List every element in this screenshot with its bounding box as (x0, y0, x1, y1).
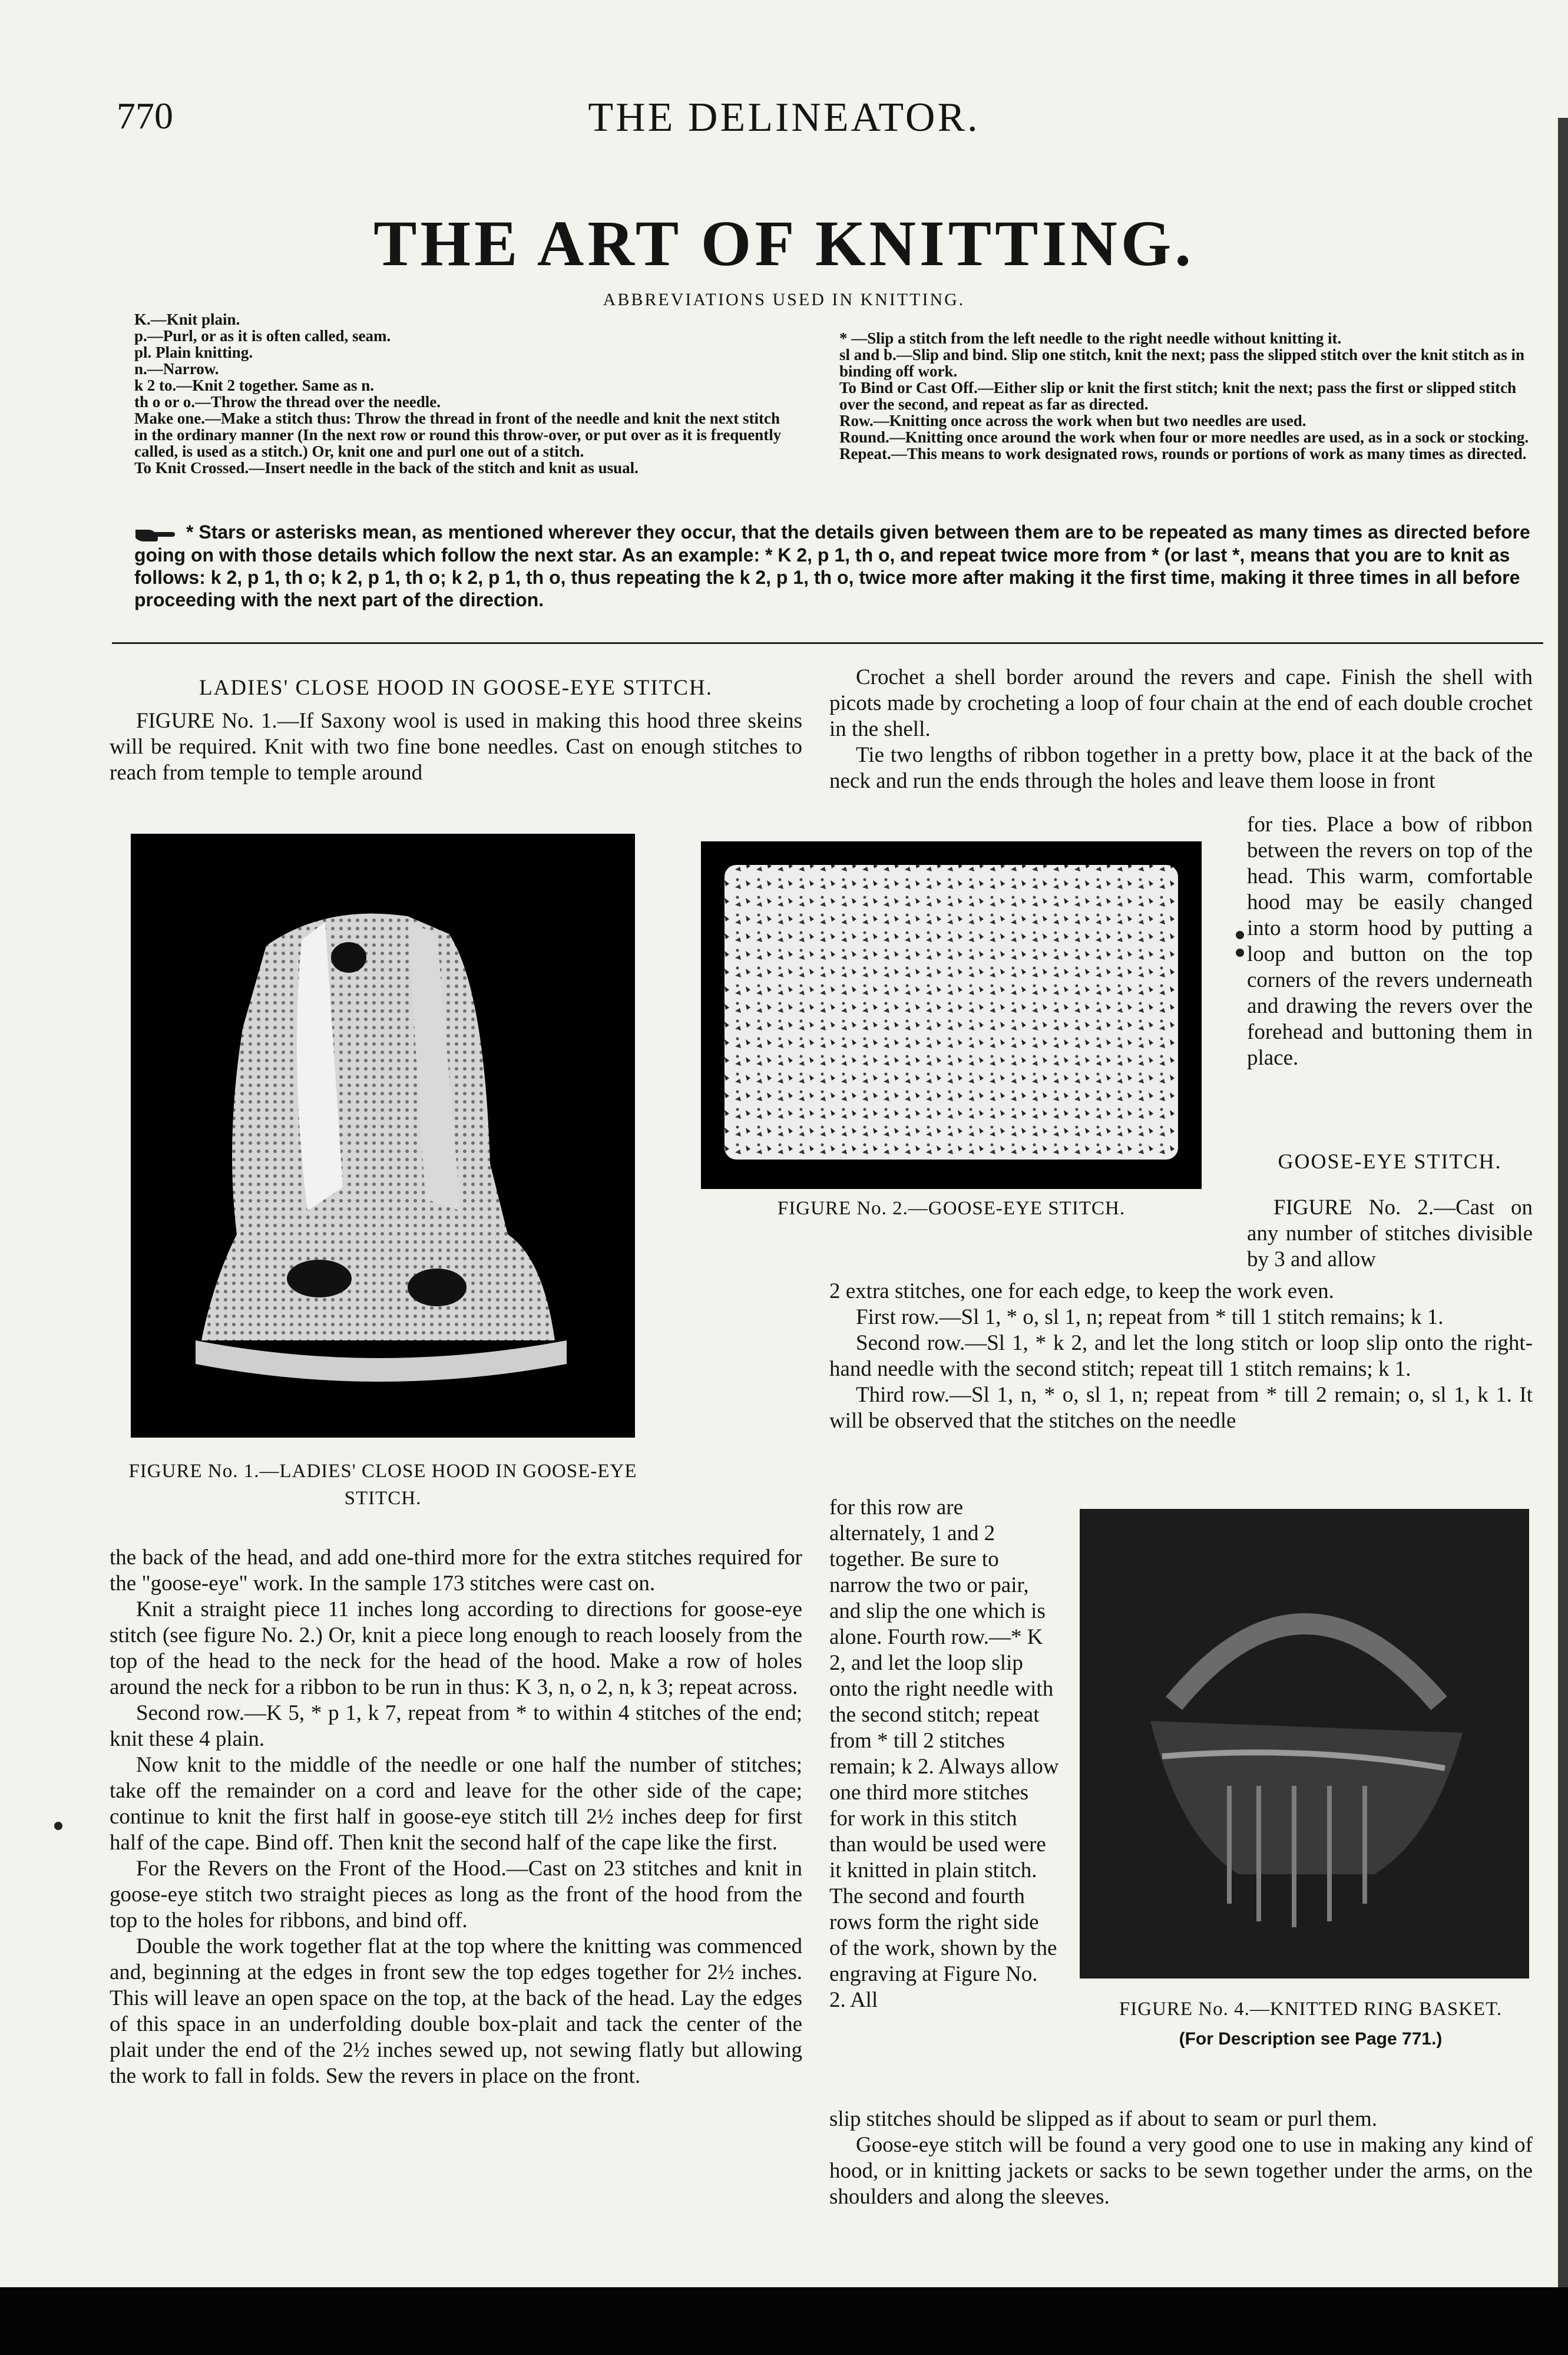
abbreviations-heading: ABBREVIATIONS USED IN KNITTING. (603, 290, 965, 309)
right-narrow-column (1247, 812, 1533, 1071)
paragraph: FIGURE No. 1.—If Saxony wool is used in making this hood three skeins will be required. Knit with two fine bone needles. Cast on enough stitches to reach from temple to temple around (110, 709, 802, 785)
abbreviations-right-list (839, 330, 1537, 462)
print-speck (54, 1822, 62, 1830)
paragraph: FIGURE No. 2.—Cast on any number of stitches divisible by 3 and allow (1247, 1195, 1533, 1271)
abbreviations-left-list (134, 311, 795, 476)
paragraph: for ties. Place a bow of ribbon between the revers on top of the head. This warm, comfortable hood may be easily changed into a storm hood by putting a loop and button on the top corners of the revers underneath and drawing the revers over the forehead and buttoning them in place. (1247, 812, 1533, 1070)
abbreviation-item: n.—Narrow. (134, 360, 219, 378)
paragraph: Goose-eye stitch will be found a very good one to use in making any kind of hood, or in knitting jackets or sacks to be sewn together under the arms, on the shoulders and along the sleeves. (829, 2133, 1533, 2209)
abbreviation-item: th o or o.—Throw the thread over the needle. (134, 393, 441, 411)
paragraph: the back of the head, and add one-third more for the extra stitches required for the "goose-eye" work. In the sample 173 stitches were cast on. (110, 1545, 802, 1596)
figure-1-caption: FIGURE No. 1.—LADIES' CLOSE HOOD IN GOOSE-EYE STITCH. (128, 1461, 637, 1509)
figure-4-description-note: (For Description see Page 771.) (1179, 2029, 1443, 2049)
abbreviation-item: pl. Plain knitting. (134, 343, 253, 361)
paragraph: Third row.—Sl 1, n, * o, sl 1, n; repeat from * till 2 remain; o, sl 1, k 1. It will be observed that the stitches on the needle (829, 1383, 1533, 1433)
paragraph: For the Revers on the Front of the Hood.—Cast on 23 stitches and knit in goose-eye stitch two straight pieces as long as the front of the hood from the top to the holes for ribbons, and bind off. (110, 1857, 802, 1933)
figure-4-caption: FIGURE No. 4.—KNITTED RING BASKET. (1119, 1999, 1503, 2020)
paragraph: slip stitches should be slipped as if about to seam or purl them. (829, 2107, 1378, 2131)
paragraph: Crochet a shell border around the revers and cape. Finish the shell with picots made by crocheting a loop of four chain at the end of each double crochet in the shell. (829, 665, 1533, 741)
stars-explanation (134, 521, 1536, 611)
abbreviation-item: To Knit Crossed.—Insert needle in the back of the stitch and knit as usual. (134, 459, 639, 477)
goose-eye-narrow-column (829, 1495, 1059, 2013)
section-heading-hood: LADIES' CLOSE HOOD IN GOOSE-EYE STITCH. (199, 676, 713, 700)
paragraph: for this row are alternately, 1 and 2 together. Be sure to narrow the two or pair, and slip the one which is alone. Fourth row.—* K 2, and let the loop slip onto the right needle with the second stitch; repeat from * till 2 stitches remain; k 2. Always allow one third more stitches for work in this stitch than would be used were it knitted in plain stitch. The second and fourth rows form the right side of the work, shown by the engraving at Figure No. 2. All (829, 1495, 1059, 2012)
right-column-top (829, 665, 1533, 794)
figure-2-caption: FIGURE No. 2.—GOOSE-EYE STITCH. (777, 1198, 1126, 1219)
abbreviation-item: Make one.—Make a stitch thus: Throw the thread in front of the needle and knit the next stitch in the ordinary manner (In the next row or round this throw-over, or put over as it is frequently called, is used as a stitch.) Or, knit one and purl one out of a stitch. (134, 409, 782, 460)
abbreviation-item: * —Slip a stitch from the left needle to the right needle without knitting it. (839, 329, 1342, 347)
paragraph: First row.—Sl 1, * o, sl 1, n; repeat from * till 1 stitch remains; k 1. (856, 1305, 1444, 1329)
abbreviation-item: p.—Purl, or as it is often called, seam. (134, 327, 391, 345)
running-title: THE DELINEATOR. (588, 95, 980, 140)
goose-eye-intro (1247, 1195, 1533, 1273)
goose-eye-rows (829, 1279, 1533, 1434)
article-title: THE ART OF KNITTING. (373, 207, 1195, 279)
paragraph: Tie two lengths of ribbon together in a pretty bow, place it at the back of the neck and run the ends through the holes and leave them loose in front (829, 743, 1533, 793)
goose-eye-conclusion (829, 2106, 1533, 2210)
paragraph: Second row.—K 5, * p 1, k 7, repeat from * to within 4 stitches of the end; knit these 4 plain. (110, 1701, 802, 1751)
abbreviation-item: sl and b.—Slip and bind. Slip one stitch, knit the next; pass the slipped stitch over the knit stitch as in binding off work. (839, 346, 1525, 380)
figure-4-ring-basket-photo (1080, 1509, 1529, 1979)
scan-bottom-border (0, 2287, 1568, 2355)
pointing-hand-icon (134, 524, 176, 544)
abbreviation-item: K.—Knit plain. (134, 311, 240, 328)
page-number: 770 (117, 95, 173, 137)
section-divider (112, 642, 1543, 644)
abbreviation-item: k 2 to.—Knit 2 together. Same as n. (134, 376, 375, 394)
abbreviation-item: Repeat.—This means to work designated rows, rounds or portions of work as many times as directed. (839, 445, 1527, 463)
abbreviation-item: To Bind or Cast Off.—Either slip or knit the first stitch; knit the next; pass the first or slipped stitch over the second, and repeat as far as directed. (839, 379, 1517, 413)
figure-2-goose-eye-swatch (701, 841, 1202, 1189)
paragraph: Knit a straight piece 11 inches long according to directions for goose-eye stitch (see figure No. 2.) Or, knit a piece long enough to reach loosely from the top of the head to the neck for the head of the hood. Make a row of holes around the neck for a ribbon to be run in thus: K 3, n, o 2, n, k 3; repeat across. (110, 1597, 802, 1699)
paragraph: 2 extra stitches, one for each edge, to keep the work even. (829, 1279, 1334, 1303)
print-speck (1236, 931, 1244, 939)
left-column-bottom (110, 1545, 802, 2089)
abbreviation-item: Row.—Knitting once across the work when but two needles are used. (839, 412, 1306, 430)
figure-1-hood-photo (131, 834, 635, 1438)
paragraph: Now knit to the middle of the needle or one half the number of stitches; take off the remainder on a cord and leave for the other side of the cape; continue to knit the first half in goose-eye stitch till 2½ inches deep for first half of the cape. Bind off. Then knit the second half of the cape like the first. (110, 1753, 802, 1855)
stars-note-text: * Stars or asterisks mean, as mentioned wherever they occur, that the details given between them are to be repeated as many times as directed before going on with those details which follow the next star. As an example: * K 2, p 1, th o, and repeat twice more from * (or last *, means that you are to knit as follows: k 2, p 1, th o; k 2, p 1, th o; k 2, p 1, th o, thus repeating the k 2, p 1, th o, twice more after making it the first time, making it three times in all before proceeding with the next part of the direction. (134, 521, 1530, 610)
abbreviation-item: Round.—Knitting once around the work when four or more needles are used, as in a sock or stocking. (839, 428, 1529, 446)
left-column-top (110, 665, 802, 786)
page-edge-shadow (1558, 118, 1568, 2292)
print-speck (1236, 949, 1244, 957)
section-heading-goose-eye: GOOSE-EYE STITCH. (1278, 1150, 1502, 1173)
paragraph: Second row.—Sl 1, * k 2, and let the long stitch or loop slip onto the right-hand needle with the second stitch; repeat till 1 stitch remains; k 1. (829, 1331, 1533, 1381)
paragraph: Double the work together flat at the top where the knitting was commenced and, beginning at the edges in front sew the top edges together for 2½ inches. This will leave an open space on the top, at the back of the head. Lay the edges of this space in an underfolding double box-plait and tack the center of the plait under the end of the 2½ inches sewed up, not sewing flatly but allowing the work to fall in folds. Sew the revers in place on the front. (110, 1934, 802, 2088)
